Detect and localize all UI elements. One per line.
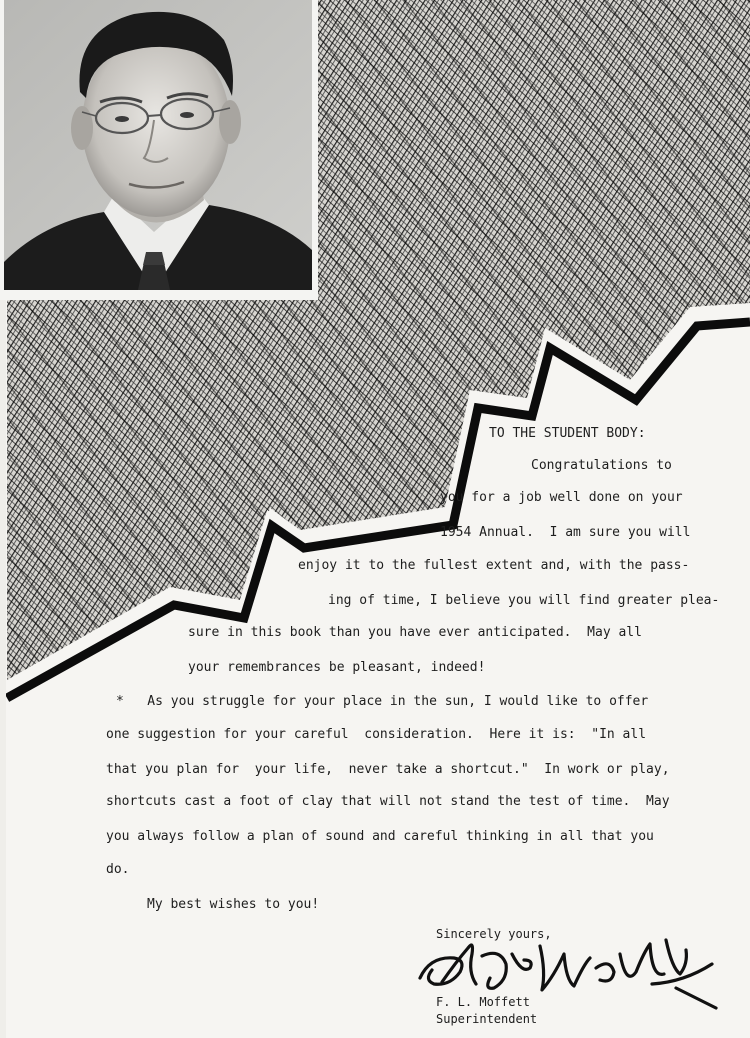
letter-line: you for a job well done on your xyxy=(440,490,683,505)
letter-line: enjoy it to the fullest extent and, with the pass- xyxy=(298,558,690,573)
letter-line: one suggestion for your careful consideration. Here it is: "In all xyxy=(106,727,647,742)
signer-name: F. L. Moffett xyxy=(436,995,530,1009)
letter-line: My best wishes to you! xyxy=(147,897,320,912)
letter-closing: Sincerely yours, xyxy=(436,927,552,941)
letter-line: ing of time, I believe you will find greater plea- xyxy=(328,593,720,608)
letter-line: Congratulations to xyxy=(531,458,672,473)
letter-line: * As you struggle for your place in the sun, I would like to offer xyxy=(116,694,649,709)
letter-line: sure in this book than you have ever anticipated. May all xyxy=(188,625,642,640)
letter-line: you always follow a plan of sound and careful thinking in all that you xyxy=(106,829,654,844)
letter-salutation: TO THE STUDENT BODY: xyxy=(489,426,646,441)
letter-line: shortcuts cast a foot of clay that will not stand the test of time. May xyxy=(106,794,670,809)
signer-title: Superintendent xyxy=(436,1012,538,1026)
letter-line: your remembrances be pleasant, indeed! xyxy=(188,660,486,675)
letter-line: 1954 Annual. I am sure you will xyxy=(440,525,691,540)
portrait-photo xyxy=(0,0,318,300)
letter-line: that you plan for your life, never take a shortcut." In work or play, xyxy=(106,762,670,777)
letter-line: do. xyxy=(106,862,130,877)
